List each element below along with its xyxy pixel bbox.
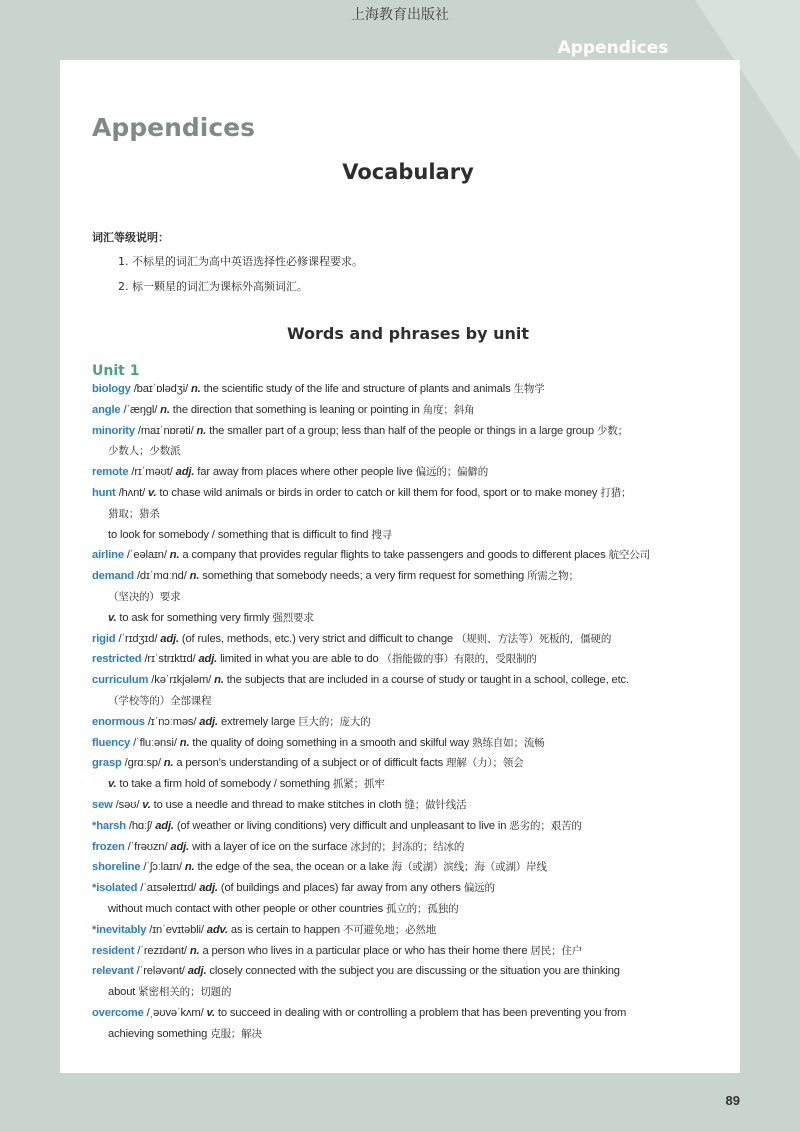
part-of-speech: adj.	[198, 653, 218, 666]
vocabulary-line	[92, 840, 464, 854]
headword: enormous	[92, 715, 145, 728]
part-of-speech: n.	[179, 736, 190, 749]
part-of-speech: n.	[160, 403, 170, 416]
part-of-speech: adj.	[170, 840, 190, 853]
phonetic: /ˌəʊvəˈkʌm/	[143, 1007, 207, 1019]
definition: the quality of doing something in a smooth and skilful way	[189, 736, 473, 749]
chinese-meaning: 抓紧；抓牢	[332, 778, 385, 791]
headword: fluency	[92, 736, 131, 749]
part-of-speech: adj.	[199, 882, 218, 895]
definition: a person who lives in a particular place or who has their home there	[199, 944, 531, 957]
definition: about	[108, 986, 139, 999]
vocabulary-line	[92, 652, 537, 666]
headword: shoreline	[92, 861, 141, 874]
phonetic: /ˈrezɪdənt/	[134, 944, 190, 957]
phonetic: /ˈʃɔːlaɪn/	[140, 861, 185, 874]
definition: a person's understanding of a subject or of difficult facts	[173, 757, 447, 770]
section-title: Words and phrases by unit	[286, 324, 530, 343]
vocabulary-line	[92, 798, 467, 812]
vocabulary-line	[92, 819, 582, 833]
vocabulary-line	[92, 964, 620, 978]
part-of-speech: adj.	[160, 632, 179, 645]
vocabulary-line	[92, 923, 436, 937]
chinese-meaning: 居民；住户	[530, 944, 583, 957]
headword: restricted	[92, 653, 142, 666]
note-item: 1. 不标星的词汇为高中英语选择性必修课程要求。	[118, 255, 363, 268]
vocabulary-line	[108, 528, 392, 542]
part-of-speech: n.	[189, 570, 200, 583]
vocabulary-line	[108, 590, 180, 604]
vocabulary-line	[108, 507, 160, 521]
vocabulary-line	[92, 632, 611, 646]
vocabulary-line	[92, 673, 629, 687]
publisher-name: 上海教育出版社	[351, 7, 449, 23]
notes-heading: 词汇等级说明：	[92, 231, 169, 244]
part-of-speech: v.	[142, 799, 151, 811]
definition: (of weather or living conditions) very difficult and unpleasant to live in	[173, 819, 510, 832]
definition: (of buildings and places) far away from any others	[217, 882, 464, 895]
headword: sew	[92, 799, 113, 811]
phonetic: /ˈaɪsəleɪtɪd/	[137, 882, 200, 895]
chinese-meaning: 所需之物；	[527, 570, 579, 583]
definition: to look for somebody / something that is difficult to find	[108, 528, 372, 541]
chinese-meaning: （学校等的）全部课程	[108, 695, 212, 707]
definition: limited in what you are able to do	[217, 653, 382, 666]
definition: as is certain to happen	[227, 923, 343, 936]
vocabulary-line	[92, 944, 582, 958]
definition: the scientific study of the life and structure of plants and animals	[200, 383, 514, 395]
definition: the smaller part of a group; less than half of the people or things in a large group	[206, 424, 597, 437]
definition: the direction that something is leaning or pointing in	[169, 403, 423, 416]
phonetic: /grɑːsp/	[121, 757, 164, 770]
definition: to succeed in dealing with or controlling a problem that has been preventing you from	[214, 1007, 627, 1019]
headword: minority	[92, 424, 135, 437]
chinese-meaning: 熟练自如；流畅	[472, 736, 545, 749]
headword: hunt	[92, 487, 116, 499]
vocabulary-line	[92, 465, 488, 479]
chinese-meaning: （指能做的事）有限的，受限制的	[381, 653, 537, 666]
vocabulary-line	[92, 486, 631, 500]
headword: resident	[92, 944, 135, 957]
phonetic: /hʌnt/	[115, 487, 149, 499]
part-of-speech: adj.	[175, 466, 195, 479]
headword: *inevitably	[92, 923, 147, 936]
vocabulary-line	[92, 403, 474, 417]
part-of-speech: n.	[196, 424, 207, 437]
vocabulary-line	[92, 715, 371, 729]
chinese-meaning: 克服；解决	[210, 1027, 262, 1040]
note-item: 2. 标一颗星的词汇为课标外高频词汇。	[118, 280, 308, 293]
headword: *harsh	[92, 819, 126, 832]
phonetic: /rɪˈstrɪktɪd/	[141, 653, 199, 666]
part-of-speech: n.	[169, 549, 180, 562]
phonetic: /kəˈrɪkjələm/	[148, 674, 215, 687]
part-of-speech: n.	[184, 861, 195, 874]
definition: achieving something	[108, 1027, 211, 1040]
phonetic: /maɪˈnɒrəti/	[134, 424, 197, 437]
vocabulary-line	[92, 548, 650, 562]
chinese-meaning: 打猎；	[600, 487, 632, 499]
vocabulary-line	[108, 985, 231, 999]
chinese-meaning: 少数；	[596, 424, 628, 437]
phonetic: /ɪnˈevɪtəbli/	[146, 923, 207, 936]
phonetic: /hɑːʃ/	[125, 819, 156, 832]
page-title: Appendices	[92, 113, 256, 142]
definition: (of rules, methods, etc.) very strict and difficult to change	[178, 632, 456, 645]
definition: to take a firm hold of somebody / something	[116, 778, 333, 791]
vocabulary-line	[108, 444, 180, 458]
phonetic: /ˈæŋgl/	[120, 403, 161, 416]
phonetic: /baɪˈɒlədʒi/	[130, 383, 191, 395]
definition: with a layer of ice on the surface	[189, 840, 351, 853]
part-of-speech: adj.	[155, 819, 174, 832]
chinese-meaning: 生物学	[513, 383, 545, 395]
phonetic: /səʊ/	[112, 799, 143, 811]
headword: rigid	[92, 632, 116, 645]
page-body	[60, 60, 740, 1073]
vocabulary-line	[108, 611, 314, 625]
part-of-speech: n.	[214, 674, 224, 687]
part-of-speech: v.	[108, 611, 117, 624]
section-tab: Appendices	[557, 38, 669, 58]
headword: demand	[92, 570, 134, 583]
vocabulary-line	[92, 1006, 626, 1020]
definition: without much contact with other people or other countries	[108, 903, 386, 915]
definition: to chase wild animals or birds in order to catch or kill them for food, sport or to make money	[156, 487, 601, 499]
unit-title: Unit 1	[92, 363, 140, 379]
vocabulary-line	[92, 881, 495, 895]
part-of-speech: v.	[108, 778, 117, 791]
headword: *isolated	[92, 882, 138, 895]
vocabulary-line	[108, 694, 212, 708]
headword: overcome	[92, 1007, 144, 1019]
chinese-meaning: 搜寻	[371, 528, 393, 541]
headword: angle	[92, 403, 121, 416]
chinese-meaning: 角度；斜角	[422, 403, 475, 416]
chinese-meaning: 理解（力）；领会	[446, 757, 524, 770]
definition: to ask for something very firmly	[116, 611, 273, 624]
vocabulary-line	[108, 1027, 262, 1041]
part-of-speech: n.	[163, 757, 174, 770]
headword: biology	[92, 383, 131, 395]
definition: to use a needle and thread to make stitches in cloth	[150, 799, 405, 811]
vocabulary-heading: Vocabulary	[342, 160, 474, 184]
phonetic: /ˈeəlaɪn/	[123, 549, 170, 562]
definition: the subjects that are included in a course of study or taught in a school, college, etc.	[223, 674, 629, 687]
vocabulary-line	[92, 382, 545, 396]
part-of-speech: v.	[148, 487, 157, 499]
chinese-meaning: （坚决的）要求	[108, 591, 181, 603]
chinese-meaning: 孤立的；孤独的	[385, 903, 459, 915]
part-of-speech: v.	[206, 1007, 215, 1019]
phonetic: /ˈfrəʊzn/	[124, 840, 171, 853]
part-of-speech: adj.	[199, 715, 218, 728]
chinese-meaning: 少数人；少数派	[108, 445, 181, 458]
chinese-meaning: 不可避免地；必然地	[342, 923, 437, 936]
chinese-meaning: 偏远的	[463, 882, 495, 895]
vocabulary-line	[92, 736, 545, 750]
chinese-meaning: （规则、方法等）死板的，僵硬的	[455, 632, 612, 645]
headword: frozen	[92, 840, 125, 853]
headword: remote	[92, 466, 129, 479]
chinese-meaning: 冰封的；封冻的；结冰的	[350, 840, 465, 853]
vocabulary-line	[92, 424, 628, 438]
phonetic: /ˈreləvənt/	[133, 965, 188, 978]
vocabulary-line	[92, 569, 579, 583]
phonetic: /ɪˈnɔːməs/	[144, 715, 200, 728]
headword: curriculum	[92, 674, 149, 687]
vocabulary-line	[108, 777, 385, 791]
vocabulary-line	[92, 756, 524, 770]
phonetic: /dɪˈmɑːnd/	[134, 570, 190, 583]
chinese-meaning: 航空公司	[608, 549, 650, 562]
chinese-meaning: 偏远的；偏僻的	[415, 466, 489, 479]
part-of-speech: n.	[189, 944, 200, 957]
chinese-meaning: 紧密相关的；切题的	[138, 986, 232, 999]
phonetic: /rɪˈməʊt/	[128, 466, 176, 479]
chinese-meaning: 缝；做针线活	[404, 799, 467, 811]
vocabulary-line	[92, 860, 547, 874]
chinese-meaning: 巨大的；庞大的	[298, 715, 371, 728]
phonetic: /ˈrɪdʒɪd/	[115, 632, 161, 645]
part-of-speech: n.	[190, 383, 201, 395]
definition: extremely large	[217, 715, 299, 728]
chinese-meaning: 恶劣的；艰苦的	[509, 819, 582, 832]
chinese-meaning: 海（或湖）滨线；海（或湖）岸线	[391, 861, 547, 874]
headword: relevant	[92, 965, 134, 978]
definition: closely connected with the subject you are discussing or the situation you are thinking	[206, 965, 620, 978]
phonetic: /ˈfluːənsi/	[130, 736, 180, 749]
vocabulary-line	[108, 902, 458, 916]
headword: airline	[92, 549, 124, 562]
chinese-meaning: 猎取；猎杀	[108, 507, 160, 520]
definition: far away from places where other people live	[194, 466, 416, 479]
definition: a company that provides regular flights to take passengers and goods to different places	[179, 549, 609, 562]
part-of-speech: adj.	[187, 965, 207, 978]
page-number: 89	[725, 1093, 740, 1108]
part-of-speech: adv.	[206, 923, 228, 936]
definition: something that somebody needs; a very firm request for something	[199, 570, 528, 583]
definition: the edge of the sea, the ocean or a lake	[194, 861, 392, 874]
headword: grasp	[92, 757, 122, 770]
chinese-meaning: 强烈要求	[272, 611, 314, 624]
